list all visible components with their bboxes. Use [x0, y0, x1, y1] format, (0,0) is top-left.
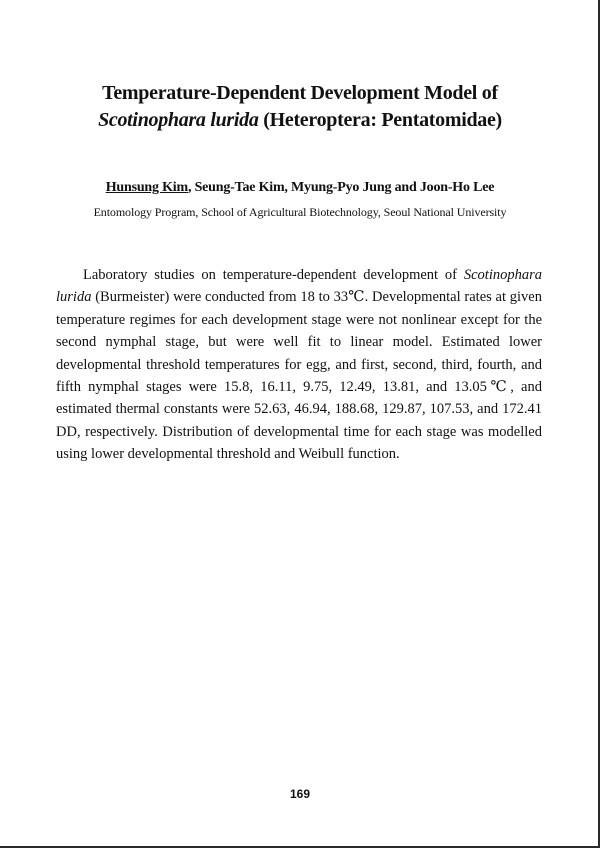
title-line-1: Temperature-Dependent Development Model of: [102, 82, 498, 104]
title-line-2-rest: (Heteroptera: Pentatomidae): [258, 109, 502, 131]
abstract-species-name: Scotinophara lurida: [56, 267, 542, 306]
abstract-intro: Laboratory studies on temperature-dependent development of: [83, 267, 464, 283]
first-author: Hunsung Kim: [105, 180, 188, 195]
paper-title: [0, 80, 600, 134]
co-authors: , Seung-Tae Kim, Myung-Pyo Jung and Joon-Ho Lee: [187, 180, 495, 195]
title-line-2: [0, 107, 600, 134]
abstract-paragraph: [56, 264, 542, 466]
abstract-body: (Burmeister) were conducted from 18 to 33℃. Developmental rates at given temperature regimes for each development stage were not nonlinear except for the second nymphal stage, but were well fit to linear model. Estimated lower developmental threshold temperatures for egg, and first, second, third, fourth, and fifth nymphal stages were 15.8, 16.11, 9.75, 12.49, 13.81, and 13.05℃, and estimated thermal constants were 52.63, 46.94, 188.68, 129.87, 107.53, and 172.41 DD, respectively. Distribution of developmental time for each stage was modelled using lower developmental threshold and Weibull function.: [56, 289, 542, 463]
page-number: 169: [289, 787, 311, 801]
affiliation: Entomology Program, School of Agricultural Biotechnology, Seoul National University: [93, 205, 507, 219]
author-list: [0, 179, 600, 197]
title-species-name: Scotinophara lurida: [98, 109, 259, 131]
